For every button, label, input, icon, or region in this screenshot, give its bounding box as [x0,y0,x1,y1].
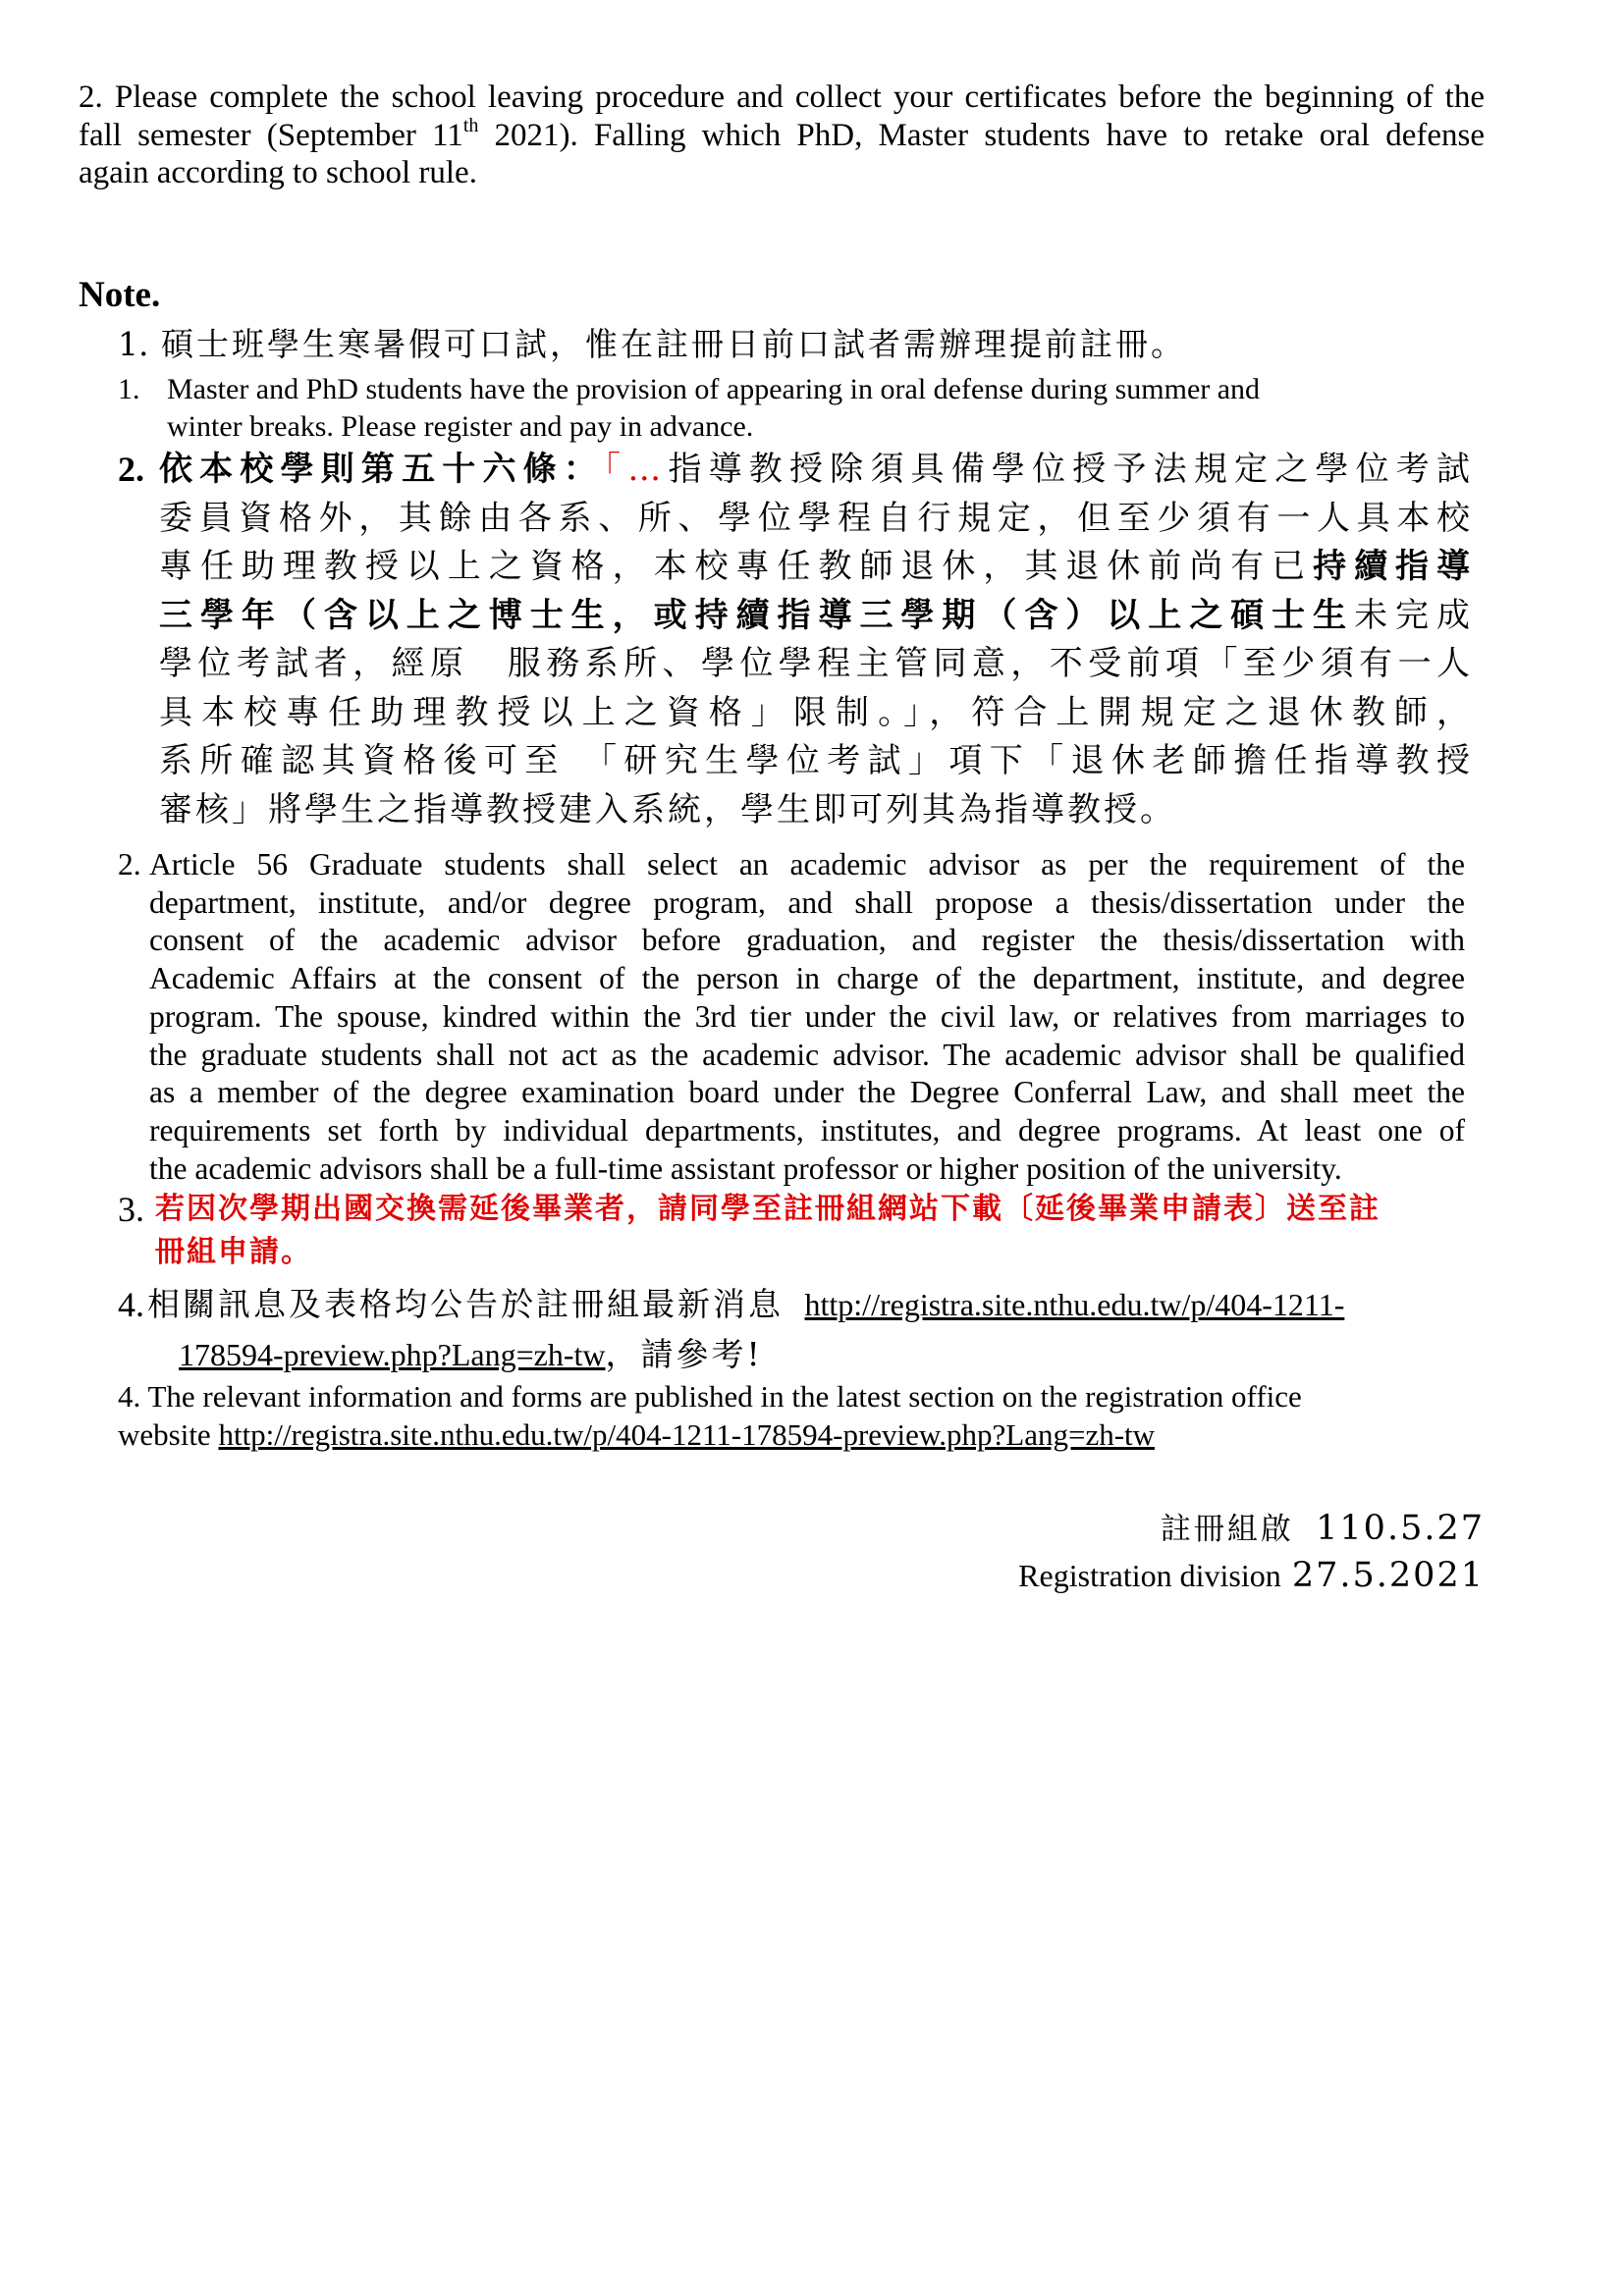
note-item-2-zh [118,446,1473,834]
item-number: 3. [118,1190,144,1229]
superscript-th: th [462,114,479,136]
item-number: 2. [118,847,141,881]
item-2-zh-line-6: 具本校專任助理教授以上之資格」限制。」，符合上開規定之退休教師， [159,692,1473,732]
item-1-en-line-1: Master and PhD students have the provision of appearing in oral defense during summer and [167,373,1261,405]
registra-link-part-1[interactable]: http://registra.site.nthu.edu.tw/p/404-1211- [804,1287,1345,1322]
signature-date-zh: 110.5.27 [1316,1509,1485,1548]
item-2-zh-line-2: 委員資格外，其餘由各系、所、學位學程自行規定，但至少須有一人具本校 [159,498,1473,538]
signature-en [884,1556,1485,1595]
article-56-english-text [149,846,1465,1188]
quote-open: 「… [604,450,665,489]
item-2-zh-line-3-bold: 持續指導 [1313,547,1474,586]
note-item-1-zh [118,320,1492,369]
note-heading: Note. [79,275,161,315]
item-2-zh-line-5: 學位考試者，經原 服務系所、學位學程主管同意，不受前項「至少須有一人 [159,644,1473,683]
leaving-line-2-post: 2021). Falling which PhD, Master students have to retake oral defense [478,117,1485,153]
item-number: 4. [118,1285,144,1324]
note-item-4-zh [118,1280,1492,1380]
item-number: 2. [118,450,144,489]
item-2-zh-line-7: 系所確認其資格後可至 「研究生學位考試」項下「退休老師擔任指導教授 [159,741,1473,780]
item-number: 1. [118,373,140,405]
leaving-line-3: again according to school rule. [79,155,477,190]
item-1-zh-text: 碩士班學生寒暑假可口試，惟在註冊日前口試者需辦理提前註冊。 [161,325,1186,363]
registra-link-english[interactable]: http://registra.site.nthu.edu.tw/p/404-1211-178594-preview.php?Lang=zh-tw [218,1416,1156,1452]
item-4-zh-text: 相關訊息及表格均公告於註冊組最新消息 [147,1285,797,1323]
article-56-line: program. The spouse, kindred within the 3rd tier under the civil law, or relatives from marriages to [149,998,1465,1034]
registra-link-part-2[interactable]: 178594-preview.php?Lang=zh-tw [179,1337,606,1372]
article-56-line: Article 56 Graduate students shall select an academic advisor as per the requirement of the [149,847,1465,881]
article-56-line: Academic Affairs at the consent of the person in charge of the department, institute, and degree [149,961,1465,996]
item-4-en-website-label: website [118,1416,219,1452]
item-2-zh-line-1-rest: 指導教授除須具備學位授予法規定之學位考試 [664,450,1473,489]
signature-date-en: 27.5.2021 [1291,1556,1485,1595]
item-3-line-2: 冊組申請。 [155,1235,312,1269]
item-2-zh-line-4-rest: 未完成 [1354,595,1473,635]
note-item-1-en [118,371,1394,446]
signature-org-en: Registration division [1018,1558,1281,1593]
item-2-zh-line-3: 專任助理教授以上之資格，本校專任教師退休，其退休前尚有已 [159,547,1314,586]
item-number: 1. [118,325,149,363]
note-item-3 [118,1188,1492,1274]
item-2-zh-line-8: 審核」將學生之指導教授建入系統，學生即可列其為指導教授。 [159,789,1176,829]
item-1-en-line-2: winter breaks. Please register and pay in advance. [167,410,754,443]
note-item-4-en [118,1378,1492,1454]
note-item-2-en [118,846,1465,1188]
article-56-heading: 依本校學則第五十六條： [159,450,605,489]
signature-org-zh: 註冊組啟 [1160,1512,1294,1547]
item-4-en-line-1: 4. The relevant information and forms are published in the latest section on the registration office [118,1379,1302,1414]
item-4-zh-tail: ，請參考! [605,1335,763,1373]
signature-zh [884,1504,1485,1548]
leaving-line-1: 2. Please complete the school leaving procedure and collect your certificates before the beginning of the [79,80,1485,115]
article-56-line: as a member of the degree examination board under the Degree Conferral Law, and shall meet the [149,1075,1465,1110]
leaving-line-2-pre: fall semester (September 11 [79,117,463,153]
article-56-line: the graduate students shall not act as the academic advisor. The academic advisor shall be qualified [149,1037,1465,1072]
item-3-line-1: 若因次學期出國交換需延後畢業者，請同學至註冊組網站下載〔延後畢業申請表〕送至註 [155,1192,1380,1226]
leaving-line-2 [79,114,1485,155]
article-56-line: requirements set forth by individual departments, institutes, and degree programs. At least one of [149,1112,1465,1148]
article-56-line: consent of the academic advisor before graduation, and register the thesis/dissertation with [149,923,1465,958]
leaving-procedure-paragraph [79,79,1485,192]
article-56-line: the academic advisors shall be a full-time assistant professor or higher position of the university. [149,1150,1342,1186]
article-56-line: department, institute, and/or degree program, and shall propose a thesis/dissertation under the [149,884,1465,920]
item-2-zh-line-4-bold: 三學年（含以上之博士生，或持續指導三學期（含）以上之碩士生 [159,595,1355,635]
